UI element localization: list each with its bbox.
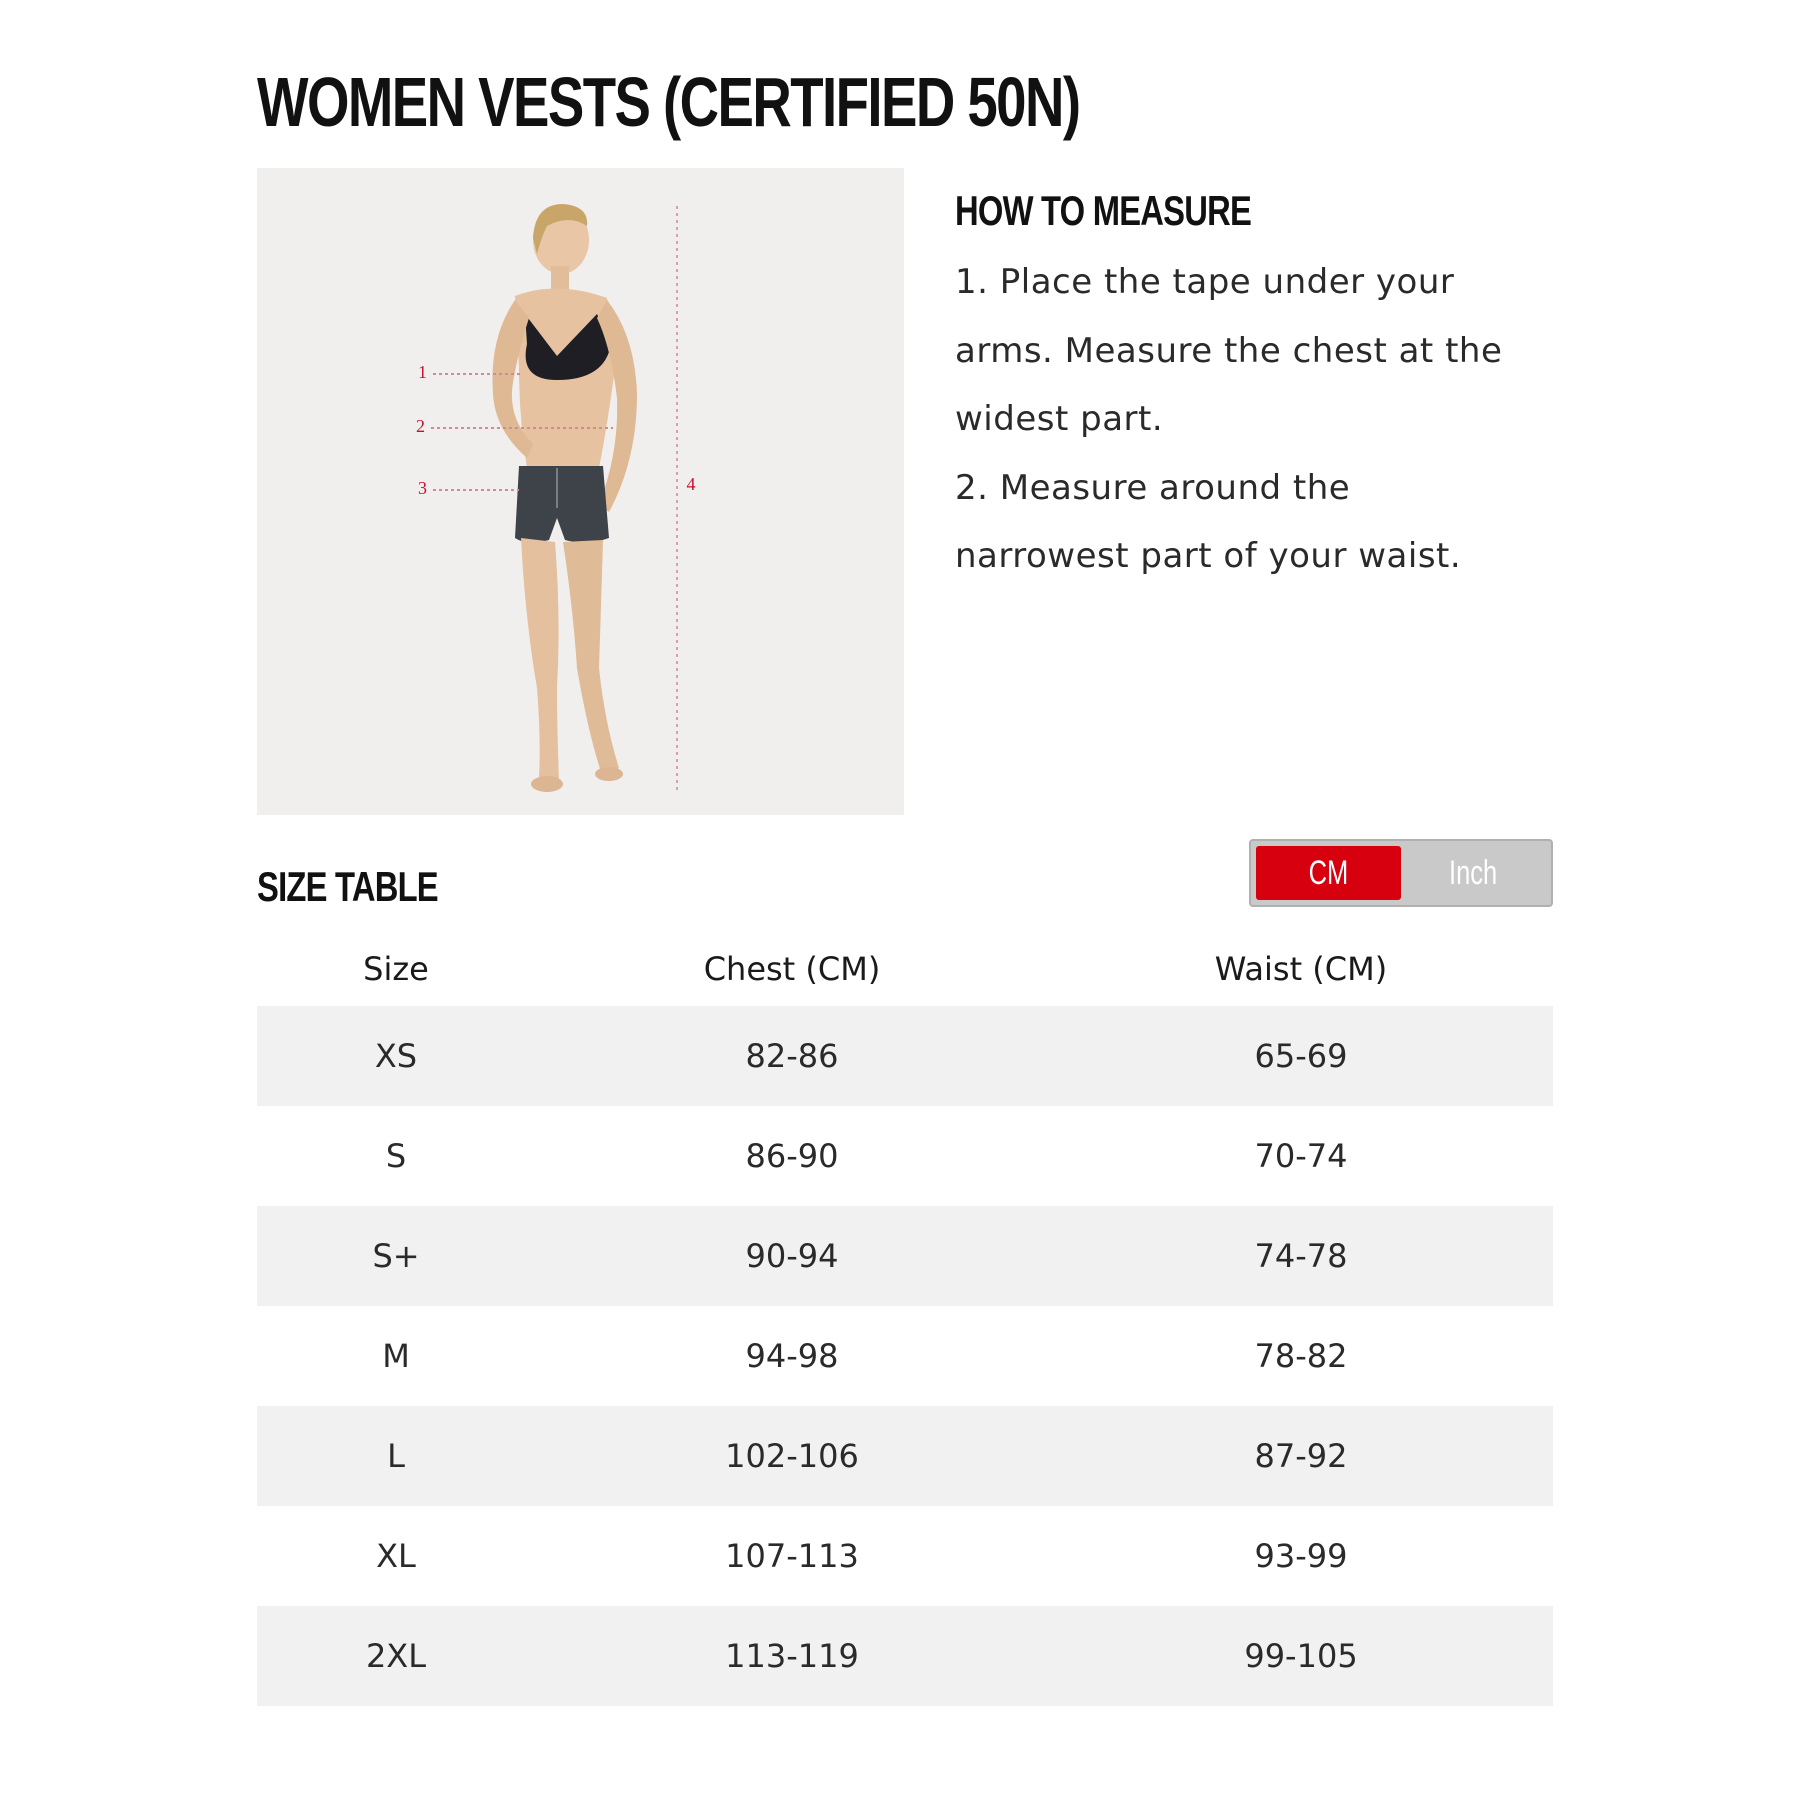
cell-waist: 70-74 bbox=[1254, 1137, 1348, 1175]
table-row bbox=[257, 1106, 1553, 1206]
cell-chest: 94-98 bbox=[745, 1337, 839, 1375]
unit-toggle[interactable] bbox=[1249, 839, 1553, 907]
measure-step-1: 1. Place the tape under your arms. Measure the chest at the widest part. bbox=[955, 262, 1503, 439]
cell-size: M bbox=[382, 1337, 410, 1375]
header-waist: Waist (CM) bbox=[1214, 950, 1388, 988]
unit-cm-button[interactable]: CM bbox=[1256, 846, 1401, 900]
measurement-figure bbox=[257, 168, 904, 815]
cell-size: XL bbox=[376, 1537, 416, 1575]
cell-waist: 74-78 bbox=[1049, 1206, 1553, 1306]
marker-1-label: 1 bbox=[418, 362, 427, 383]
cell-waist: 87-92 bbox=[1049, 1406, 1553, 1506]
cell-chest: 86-90 bbox=[745, 1137, 839, 1175]
table-header-row bbox=[257, 932, 1553, 1006]
table-row bbox=[257, 1506, 1553, 1606]
cell-waist: 78-82 bbox=[1254, 1337, 1348, 1375]
cell-chest: 102-106 bbox=[535, 1406, 1049, 1506]
table-row bbox=[257, 1406, 1553, 1506]
cell-chest: 113-119 bbox=[535, 1606, 1049, 1706]
marker-2-label: 2 bbox=[416, 416, 425, 437]
measure-step-2: 2. Measure around the narrowest part of your waist. bbox=[955, 467, 1462, 576]
table-row bbox=[257, 1306, 1553, 1406]
cell-size: S+ bbox=[257, 1206, 535, 1306]
cell-size: L bbox=[257, 1406, 535, 1506]
size-table bbox=[257, 932, 1553, 1706]
table-row bbox=[257, 1606, 1553, 1706]
marker-4-label: 4 bbox=[686, 474, 696, 495]
page-title: WOMEN VESTS (CERTIFIED 50N) bbox=[257, 63, 1080, 141]
cell-size: S bbox=[385, 1137, 407, 1175]
cell-chest: 107-113 bbox=[725, 1537, 859, 1575]
how-to-measure-steps bbox=[955, 248, 1555, 591]
marker-3-label: 3 bbox=[418, 478, 427, 499]
cell-chest: 82-86 bbox=[535, 1006, 1049, 1106]
unit-inch-button[interactable]: Inch bbox=[1449, 853, 1498, 892]
cell-size: 2XL bbox=[257, 1606, 535, 1706]
table-row bbox=[257, 1206, 1553, 1306]
model-illustration bbox=[257, 168, 904, 815]
cell-size: XS bbox=[257, 1006, 535, 1106]
header-size: Size bbox=[363, 950, 429, 988]
how-to-measure-title: HOW TO MEASURE bbox=[955, 187, 1252, 234]
cell-waist: 65-69 bbox=[1049, 1006, 1553, 1106]
cell-waist: 93-99 bbox=[1254, 1537, 1348, 1575]
header-chest: Chest (CM) bbox=[703, 950, 881, 988]
table-row bbox=[257, 1006, 1553, 1106]
cell-waist: 99-105 bbox=[1049, 1606, 1553, 1706]
size-table-title: SIZE TABLE bbox=[257, 863, 438, 910]
cell-chest: 90-94 bbox=[535, 1206, 1049, 1306]
